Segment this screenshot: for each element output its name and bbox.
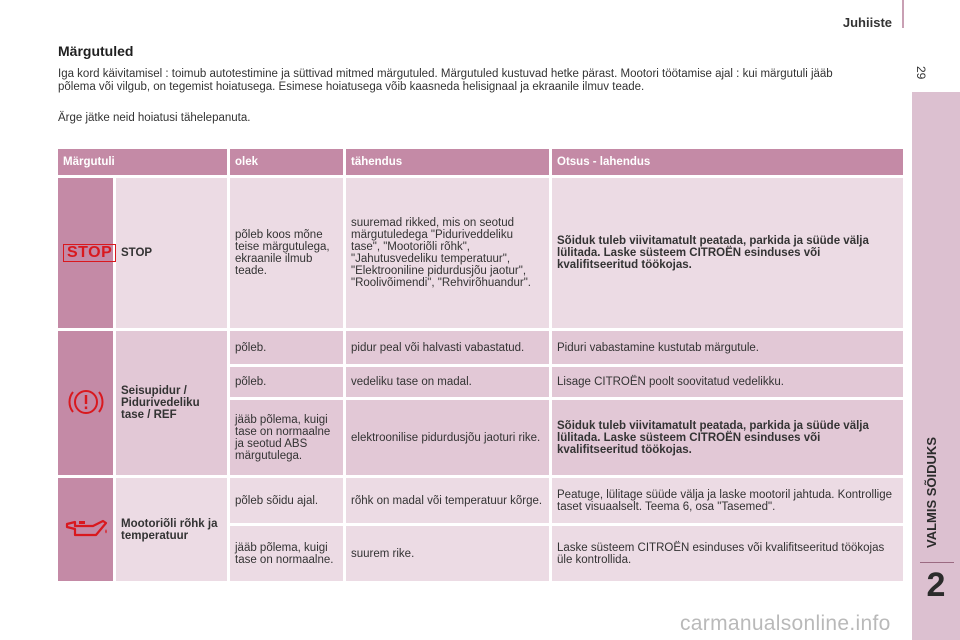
action-cell: Piduri vabastamine kustutab märgutule. <box>552 328 903 364</box>
intro-note: Ärge jätke neid hoiatusi tähelepanuta. <box>58 112 251 124</box>
action-cell: Lisage CITROËN poolt soovitatud vedelikku. <box>552 364 903 397</box>
brake-icon-cell <box>58 328 116 475</box>
light-name: Mootoriõli rõhk ja temperatuur <box>116 475 230 581</box>
running-header: Juhiiste <box>842 15 892 30</box>
meaning-cell: vedeliku tase on madal. <box>346 364 552 397</box>
state-cell: põleb koos mõne teise märgutulega, ekraanile ilmub teade. <box>230 175 346 328</box>
table-row <box>58 475 903 523</box>
header-state: olek <box>230 149 346 175</box>
light-name: Seisupidur / Pidurivedeliku tase / REF <box>116 328 230 475</box>
meaning-cell: suuremad rikked, mis on seotud märgutuledega "Piduriveddeliku tase", "Mootoriõli rõhk", "Jahutusvedeliku temperatuur", "Elektrooniline pidurdusjõu jaotur", "Roolivõimendi", "Rehvirõhuandur". <box>346 175 552 328</box>
state-cell: jääb põlema, kuigi tase on normaalne. <box>230 523 346 581</box>
intro-paragraph: Iga kord käivitamisel : toimub autotestimine ja süttivad mitmed märgutuled. Märgutuled kustuvad hetke pärast. Mootori töötamise ajal : kui märgutuli jääb põlema või vilgub, on tegemist hoiatusega. Esimese hoiatusega võib kaasneda helisignaal ja ekraanile ilmuv teade. <box>58 68 833 93</box>
action-cell: Sõiduk tuleb viivitamatult peatada, parkida ja süüde välja lülitada. Laske süsteem CITROËN esinduses või kvalifitseeritud töökojas. <box>552 175 903 328</box>
warning-lights-table <box>58 149 903 581</box>
header-warning-light: Märgutuli <box>58 149 230 175</box>
header-action: Otsus - lahendus <box>552 149 903 175</box>
chapter-side-tab <box>912 92 960 640</box>
table-header-row <box>58 149 903 175</box>
state-cell: põleb. <box>230 364 346 397</box>
state-cell: jääb põlema, kuigi tase on normaalne ja seotud ABS märgutulega. <box>230 397 346 475</box>
table-row <box>58 328 903 364</box>
action-cell: Laske süsteem CITROËN esinduses või kvalifitseeritud töökojas üle kontrollida. <box>552 523 903 581</box>
table-row <box>58 175 903 328</box>
state-cell: põleb. <box>230 328 346 364</box>
meaning-cell: elektroonilise pidurdusjõu jaoturi rike. <box>346 397 552 475</box>
page-number: 29 <box>914 66 928 80</box>
meaning-cell: rõhk on madal või temperatuur kõrge. <box>346 475 552 523</box>
light-name: STOP <box>116 175 230 328</box>
brake-warning-icon <box>66 384 106 420</box>
stop-icon: STOP <box>63 244 116 262</box>
action-cell: Sõiduk tuleb viivitamatult peatada, parkida ja süüde välja lülitada. Laske süsteem CITROËN esinduses või kvalifitseeritud töökojas. <box>552 397 903 475</box>
section-title: Märgutuled <box>58 43 134 59</box>
chapter-divider <box>920 562 954 563</box>
action-cell: Peatuge, lülitage süüde välja ja laske mootoril jahtuda. Kontrollige taset visuaalselt. Teema 6, osa "Tasemed". <box>552 475 903 523</box>
meaning-cell: suurem rike. <box>346 523 552 581</box>
chapter-number: 2 <box>926 566 946 604</box>
oil-can-icon <box>63 515 109 541</box>
header-divider <box>902 0 904 28</box>
meaning-cell: pidur peal või halvasti vabastatud. <box>346 328 552 364</box>
state-cell: põleb sõidu ajal. <box>230 475 346 523</box>
chapter-title: VALMIS SÕIDUKS <box>924 437 939 548</box>
oil-icon-cell <box>58 475 116 581</box>
stop-icon-cell <box>58 175 116 328</box>
watermark: carmanualsonline.info <box>680 612 891 635</box>
header-meaning: tähendus <box>346 149 552 175</box>
